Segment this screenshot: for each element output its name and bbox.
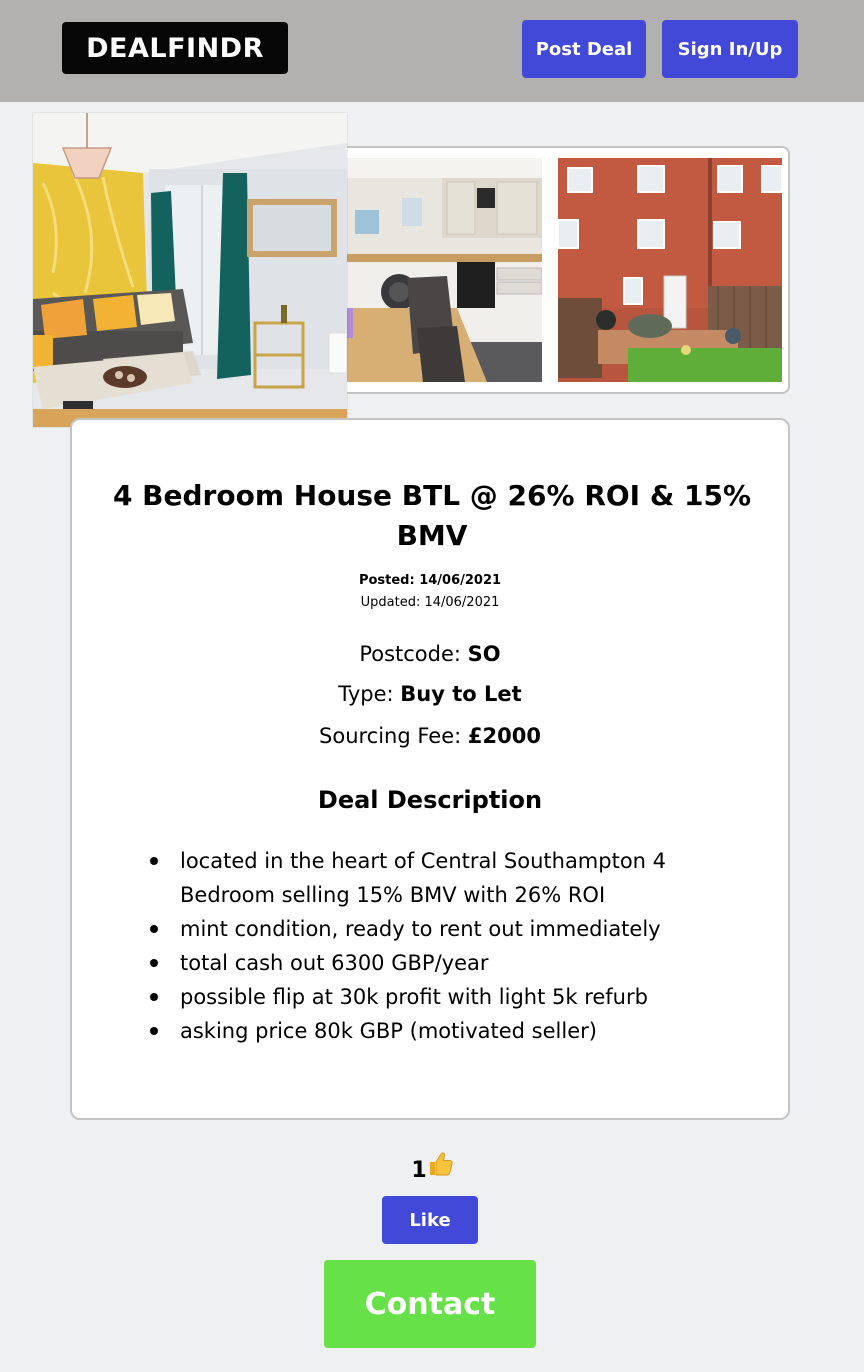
deal-title: 4 Bedroom House BTL @ 26% ROI & 15% BMV bbox=[112, 479, 752, 552]
type-value: Buy to Let bbox=[400, 682, 522, 706]
like-count-value: 1 bbox=[411, 1157, 427, 1183]
sourcing-fee-label: Sourcing Fee: bbox=[319, 724, 468, 748]
type-label: Type: bbox=[338, 682, 401, 706]
sourcing-fee-field bbox=[72, 722, 788, 750]
description-list bbox=[180, 844, 740, 1048]
like-button[interactable]: Like bbox=[382, 1196, 478, 1244]
description-heading: Deal Description bbox=[317, 786, 543, 814]
description-item: mint condition, ready to rent out immediately bbox=[180, 912, 740, 946]
description-item: located in the heart of Central Southampton 4 Bedroom selling 15% BMV with 26% ROI bbox=[180, 844, 740, 912]
site-logo[interactable]: DEALFINDR bbox=[62, 22, 288, 74]
top-navbar bbox=[0, 0, 864, 102]
postcode-label: Postcode: bbox=[359, 642, 468, 666]
description-item: total cash out 6300 GBP/year bbox=[180, 946, 740, 980]
type-field bbox=[72, 680, 788, 708]
updated-date: Updated: 14/06/2021 bbox=[360, 595, 500, 610]
post-deal-button[interactable]: Post Deal bbox=[522, 20, 646, 78]
postcode-field bbox=[72, 640, 788, 668]
description-item: asking price 80k GBP (motivated seller) bbox=[180, 1014, 740, 1048]
gallery-photo-garden[interactable] bbox=[558, 158, 782, 382]
posted-date: Posted: 14/06/2021 bbox=[358, 573, 502, 588]
postcode-value: SO bbox=[467, 642, 501, 666]
gallery-photo-main[interactable] bbox=[33, 113, 347, 427]
contact-button[interactable]: Contact bbox=[324, 1260, 536, 1348]
deal-card bbox=[70, 418, 790, 1120]
sourcing-fee-value: £2000 bbox=[467, 724, 541, 748]
sign-in-up-button[interactable]: Sign In/Up bbox=[662, 20, 798, 78]
description-item: possible flip at 30k profit with light 5k refurb bbox=[180, 980, 740, 1014]
thumbs-up-icon bbox=[427, 1151, 453, 1177]
like-counter bbox=[400, 1150, 464, 1190]
gallery-photo-kitchen[interactable] bbox=[347, 158, 542, 382]
